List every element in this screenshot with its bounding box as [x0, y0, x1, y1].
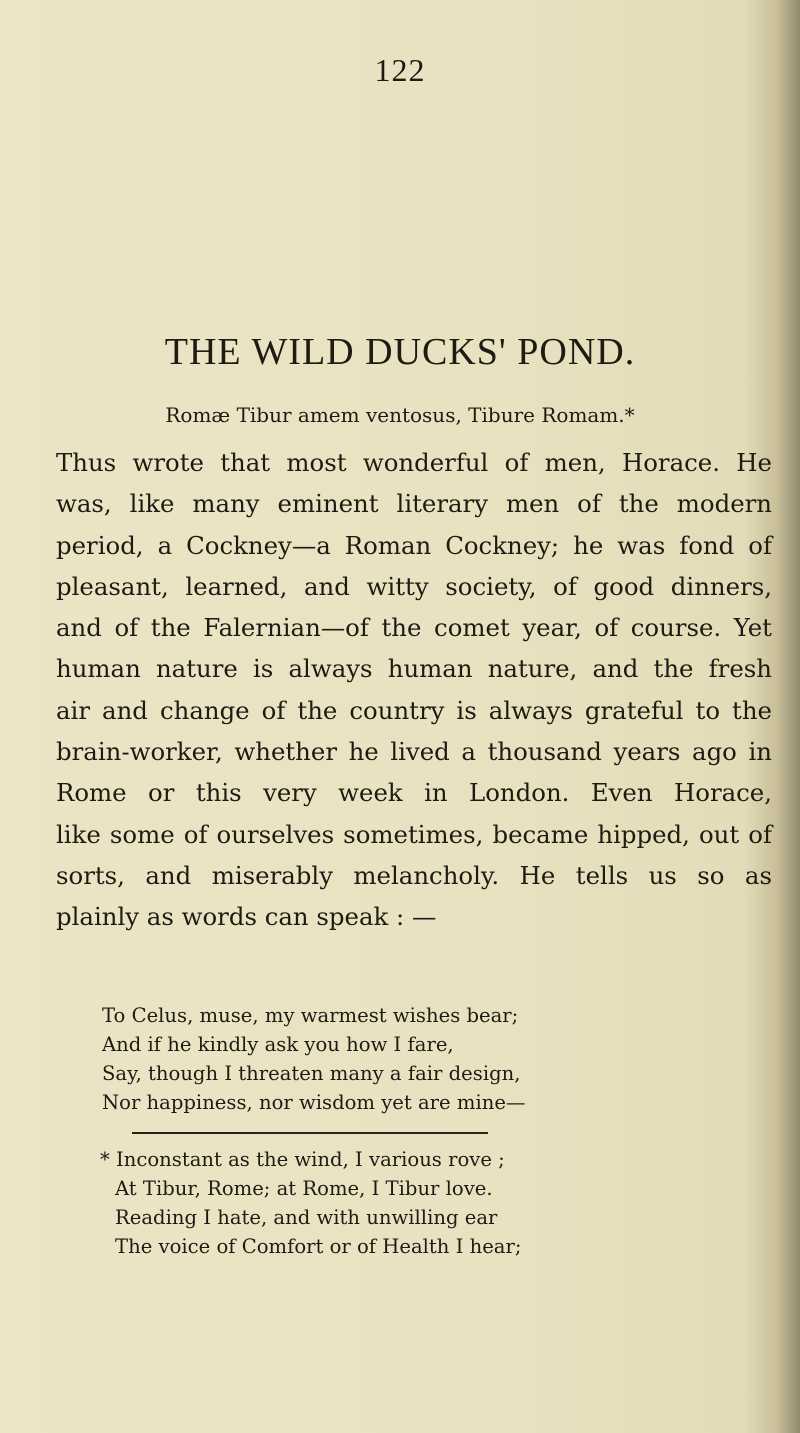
- body-paragraph: [56, 442, 772, 938]
- footnote: [100, 1145, 521, 1261]
- verse-line: And if he kindly ask you how I fare,: [102, 1033, 454, 1056]
- body-line: plainly as words can speak : —: [56, 902, 437, 932]
- body-line: air and change of the country is always grateful to the: [56, 695, 772, 725]
- verse-line: Say, though I threaten many a fair design,: [102, 1062, 521, 1085]
- footnote-divider: [132, 1132, 488, 1134]
- body-line: pleasant, learned, and witty society, of good dinners,: [56, 571, 772, 601]
- body-line: was, like many eminent literary men of the modern: [56, 489, 772, 519]
- body-line: Thus wrote that most wonderful of men, Horace. He: [56, 448, 772, 477]
- chapter-title: THE WILD DUCKS' POND.: [164, 331, 636, 373]
- verse-quotation: [102, 1001, 526, 1117]
- epigraph: Romæ Tibur amem ventosus, Tibure Romam.*: [165, 403, 635, 427]
- footnote-line: The voice of Comfort or of Health I hear;: [115, 1235, 522, 1258]
- page-number: 122: [374, 52, 426, 88]
- body-line: human nature is always human nature, and the fresh: [56, 654, 772, 684]
- verse-line: To Celus, muse, my warmest wishes bear;: [102, 1004, 519, 1027]
- body-line: like some of ourselves sometimes, became hipped, out of: [56, 819, 772, 849]
- body-line: period, a Cockney—a Roman Cockney; he was fond of: [56, 530, 772, 560]
- body-line: brain-worker, whether he lived a thousand years ago in: [56, 737, 772, 767]
- footnote-line: At Tibur, Rome; at Rome, I Tibur love.: [115, 1177, 493, 1200]
- footnote-line: Reading I hate, and with unwilling ear: [115, 1206, 498, 1229]
- footnote-line: * Inconstant as the wind, I various rove ;: [100, 1148, 505, 1171]
- body-line: Rome or this very week in London. Even Horace,: [56, 778, 772, 808]
- body-line: sorts, and miserably melancholy. He tells us so as: [56, 860, 772, 890]
- verse-line: Nor happiness, nor wisdom yet are mine—: [102, 1091, 526, 1114]
- body-line: and of the Falernian—of the comet year, of course. Yet: [56, 613, 772, 643]
